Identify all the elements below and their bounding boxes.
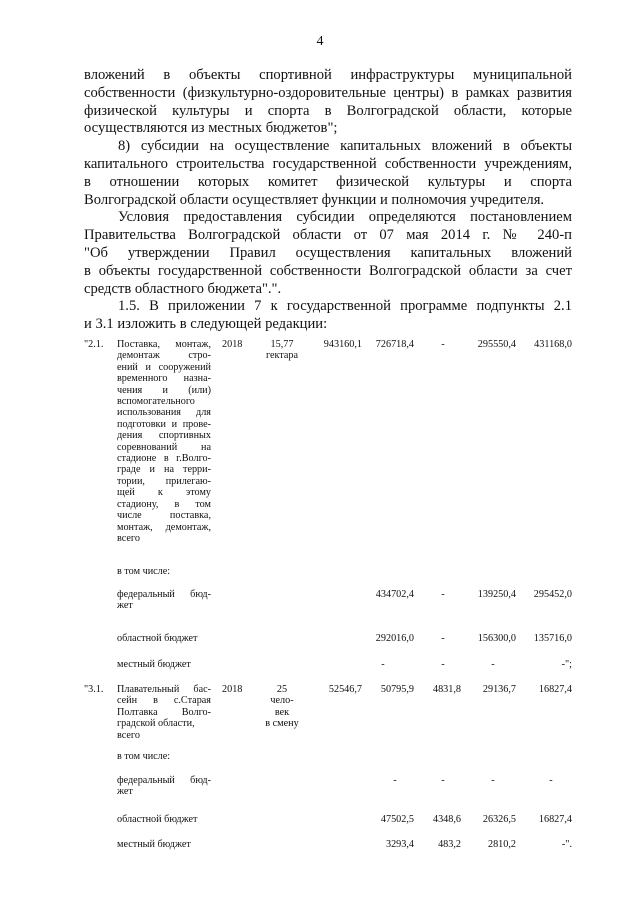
row-name-3-1 [117,684,211,741]
fed-v4-2-1: 139250,4 [477,589,516,600]
loc-v2-3-1: 3293,4 [385,839,414,850]
reg-v2-2-1: 292016,0 [375,633,414,644]
prose-line: вложений в объекты спортивной инфраструктуры муниципальной [84,67,572,83]
name-line: щей к этому [117,487,211,499]
name-line: соревнований на [117,441,211,453]
prose-line: в объекты государственной собственности Волгоградской области за счет [84,262,572,279]
prose-line: Условия предоставления субсидии определяются постановлением [118,209,572,226]
name-line: использования для [117,407,211,419]
fed-v2-3-1: - [393,775,397,786]
name-line: монтаж, демонтаж, [117,521,211,533]
incl-label-3-1: в том числе: [117,751,171,762]
cell-v3-2-1: - [441,339,445,350]
fed-v5-3-1: - [549,775,553,786]
prose-line: в отношении которых комитет физической культуры и спорта [84,173,572,190]
fed-v3-2-1: - [441,589,445,600]
year-3-1: 2018 [222,684,243,695]
loc-v3-3-1: 483,2 [438,839,461,850]
loc-v5-2-1: -"; [561,659,572,670]
year-2-1: 2018 [222,339,243,350]
name-line: Поставка, монтаж, [117,339,211,350]
row-number-3-1: "3.1. [84,684,104,695]
cell-v3-3-1: 4831,8 [432,684,461,695]
reg-label-2-1: областной бюджет [117,633,198,644]
capacity-line: чело- [270,695,294,707]
fed-label-line: федеральный бюд- [117,775,211,786]
page-number: 4 [316,34,324,49]
cell-v4-3-1: 29136,7 [482,684,516,695]
name-line: демонтаж стро- [117,350,211,362]
prose-line: осуществляются из местных бюджетов"; [84,120,338,137]
prose-line: и 3.1 изложить в следующей редакции: [84,316,328,333]
name-line: чения и (или) [117,384,211,396]
name-line: временного назна- [117,373,211,385]
row-number-2-1: "2.1. [84,339,104,350]
name-line: подготовки и прове- [117,418,211,430]
name-line: Плавательный бас- [117,684,211,695]
loc-v4-3-1: 2810,2 [487,839,516,850]
name-line: Полтавка Волго- [117,706,211,718]
cell-v5-2-1: 431168,0 [534,339,572,350]
name-line: граде и на терри- [117,464,211,476]
capacity-line: 25 [276,684,288,695]
name-line: числе поставка, [117,510,211,522]
prose-line: собственности (физкультурно-оздоровительные центры) в рамках развития [84,84,572,101]
prose-line: 8) субсидии на осуществление капитальных вложений в объекты [118,138,572,155]
name-line: вспомогательного [117,396,195,408]
prose-line: Правительства Волгоградской области от 07 мая 2014 г. № 240-п [84,227,572,244]
reg-label-3-1: областной бюджет [117,814,198,825]
loc-v4-2-1: - [491,659,495,670]
name-line: дения спортивных [117,430,211,442]
name-line: тории, прилегаю- [117,475,211,487]
reg-v4-2-1: 156300,0 [477,633,516,644]
cell-v2-2-1: 726718,4 [375,339,414,350]
loc-label-2-1: местный бюджет [117,659,191,670]
prose-line: "Об утверждении Правил осуществления капитальных вложений [84,244,572,261]
reg-v2-3-1: 47502,5 [380,814,414,825]
cell-v2-3-1: 50795,9 [380,684,414,695]
capacity-line: в смену [265,718,299,730]
fed-v2-2-1: 434702,4 [375,589,414,600]
capacity-line: 15,77 [270,339,294,350]
fed-label-line: федеральный бюд- [117,589,211,600]
loc-v5-3-1: -". [561,839,572,850]
prose-line: физической культуры и спорта в Волгоградской области, которые [84,102,572,119]
capacity-3-1 [258,684,306,730]
loc-v3-2-1: - [441,659,445,670]
fed-label-line: жет [117,786,133,798]
capacity-2-1 [258,339,306,362]
fed-v3-3-1: - [441,775,445,786]
name-line: стадионе в г.Волго- [117,453,211,465]
prose-block-1 [84,67,572,334]
prose-line: капитального строительства государственной собственности учреждениям, [84,155,572,172]
name-line: стадиону, в том [117,498,211,510]
row-name-2-1 [117,339,211,544]
cell-v1-3-1: 52546,7 [328,684,362,695]
fed-label-2-1 [117,589,211,612]
fed-v5-2-1: 295452,0 [533,589,572,600]
reg-v3-2-1: - [441,633,445,644]
capacity-line: век [274,706,290,718]
cell-v4-2-1: 295550,4 [477,339,516,350]
name-line: сейн в с.Старая [117,695,211,707]
prose-line: средств областного бюджета".". [84,280,282,297]
incl-label-2-1: в том числе: [117,566,171,577]
name-line: всего [117,729,140,741]
cell-v5-3-1: 16827,4 [538,684,572,695]
loc-v2-2-1: - [381,659,385,670]
capacity-line: гектара [265,350,299,362]
reg-v4-3-1: 26326,5 [482,814,516,825]
reg-v5-2-1: 135716,0 [533,633,572,644]
prose-line: Волгоградской области осуществляет функции и полномочия учредителя. [84,191,545,208]
reg-v5-3-1: 16827,4 [538,814,572,825]
fed-label-line: жет [117,600,133,612]
name-line: градской области, [117,718,195,730]
fed-label-3-1 [117,775,211,798]
loc-label-3-1: местный бюджет [117,839,191,850]
name-line: всего [117,532,140,544]
cell-v1-2-1: 943160,1 [323,339,362,350]
name-line: ений и сооружений [117,361,211,373]
prose-line: 1.5. В приложении 7 к государственной программе подпункты 2.1 [118,298,572,315]
fed-v4-3-1: - [491,775,495,786]
reg-v3-3-1: 4348,6 [432,814,461,825]
